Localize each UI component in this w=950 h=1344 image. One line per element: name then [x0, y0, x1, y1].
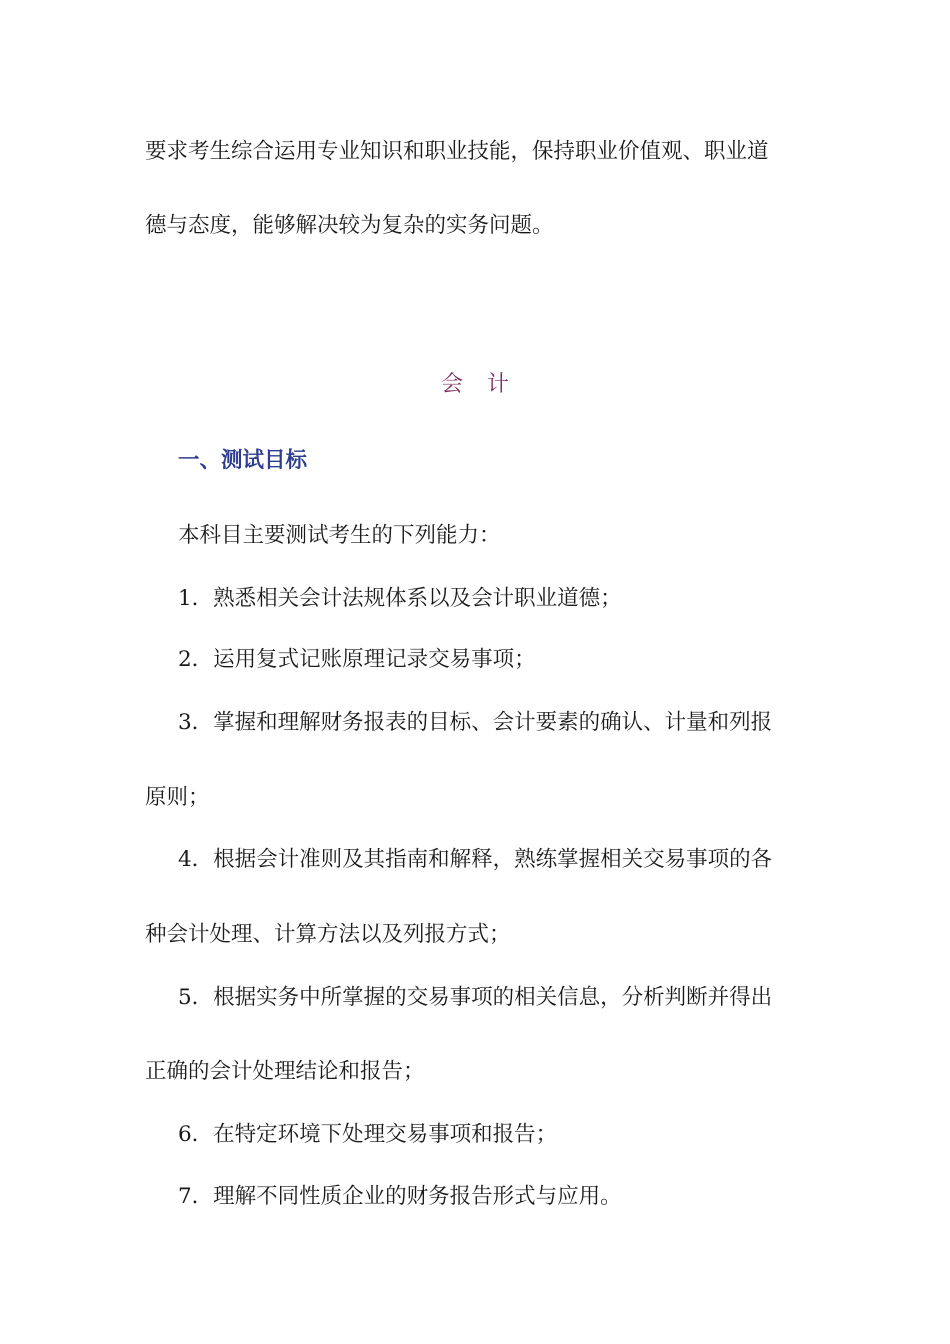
list-item-7: 7．理解不同性质企业的财务报告形式与应用。: [178, 1184, 622, 1209]
list-item-4-continuation: 种会计处理、计算方法以及列报方式；: [145, 922, 511, 947]
list-item-3: 3．掌握和理解财务报表的目标、会计要素的确认、计量和列报: [178, 710, 773, 735]
list-item-4: 4．根据会计准则及其指南和解释，熟练掌握相关交易事项的各: [178, 847, 773, 872]
list-item-3-continuation: 原则；: [145, 785, 210, 810]
list-item-6: 6．在特定环境下处理交易事项和报告；: [178, 1122, 558, 1147]
section-heading: 一、测试目标: [178, 448, 308, 473]
lead-paragraph: 本科目主要测试考生的下列能力：: [178, 523, 501, 548]
list-item-1: 1．熟悉相关会计法规体系以及会计职业道德；: [178, 586, 622, 611]
list-item-5: 5．根据实务中所掌握的交易事项的相关信息，分析判断并得出: [178, 985, 773, 1010]
list-item-2: 2．运用复式记账原理记录交易事项；: [178, 647, 536, 672]
list-item-5-continuation: 正确的会计处理结论和报告；: [145, 1059, 425, 1084]
intro-line-2: 德与态度，能够解决较为复杂的实务问题。: [145, 213, 554, 238]
intro-line-1: 要求考生综合运用专业知识和职业技能，保持职业价值观、职业道: [145, 139, 769, 164]
section-title: 会计: [440, 372, 533, 397]
